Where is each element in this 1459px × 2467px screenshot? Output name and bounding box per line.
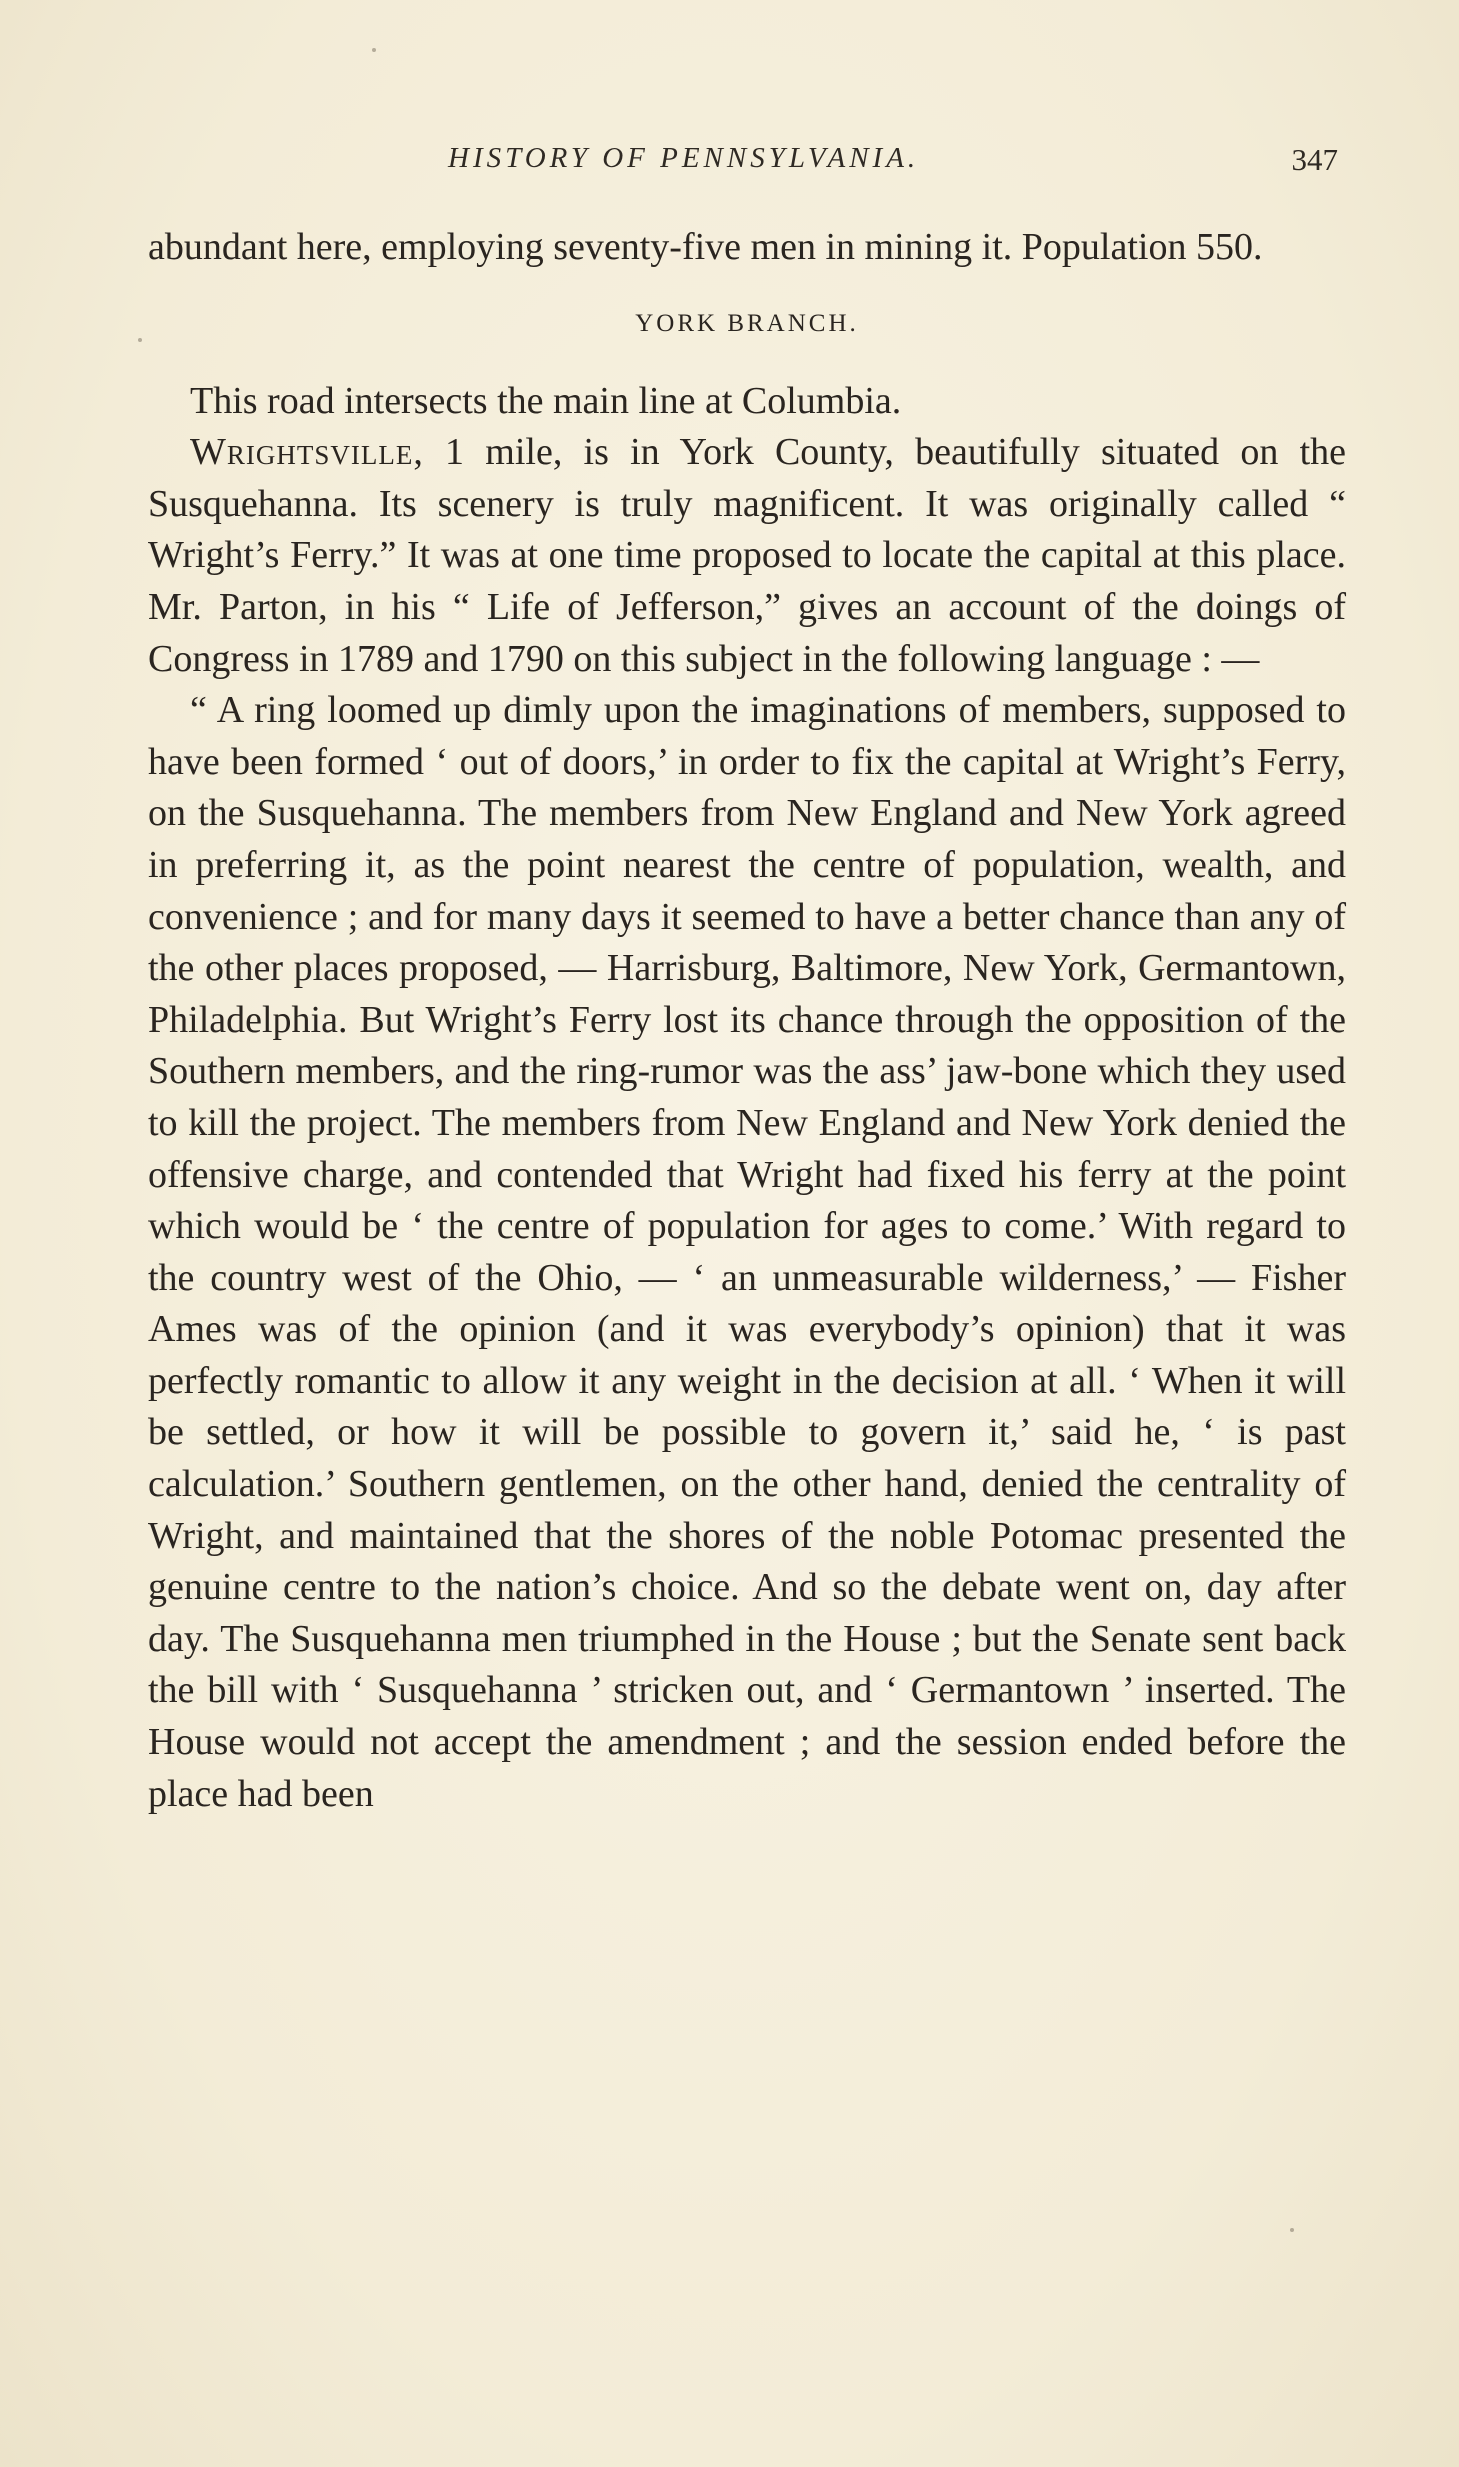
body-text: [148, 222, 1346, 1820]
section-heading: YORK BRANCH.: [635, 309, 859, 337]
paper-speck: [1290, 2228, 1294, 2232]
page-number: 347: [1291, 142, 1338, 177]
paper-speck: [138, 338, 142, 342]
paper-speck: [372, 48, 376, 52]
quote-paragraph: “ A ring loomed up dimly upon the imaginations of members, supposed to have been formed ‘ out of doors,’ in order to fix the capital at Wright’s Ferry, on the Susquehanna. The members from New England and New York agreed in preferring it, as the point nearest the centre of population, wealth, and convenience ; and for many days it seemed to have a better chance than any of the other places proposed, — Harrisburg, Baltimore, New York, Germantown, Philadelphia. But Wright’s Ferry lost its chance through the opposition of the Southern members, and the ring-rumor was the ass’ jaw-bone which they used to kill the project. The members from New England and New York denied the offensive charge, and contended that Wright had fixed his ferry at the point which would be ‘ the centre of population for ages to come.’ With regard to the country west of the Ohio, — ‘ an unmeasurable wilderness,’ — Fisher Ames was of the opinion (and it was everybody’s opinion) that it was perfectly romantic to allow it any weight in the decision at all. ‘ When it will be settled, or how it will be possible to govern it,’ said he, ‘ is past calculation.’ Southern gentlemen, on the other hand, denied the centrality of Wright, and maintained that the shores of the noble Potomac presented the genuine centre to the nation’s choice. And so the debate went on, day after day. The Susquehanna men triumphed in the House ; but the Senate sent back the bill with ‘ Susquehanna ’ stricken out, and ‘ Germantown ’ inserted. The House would not accept the amendment ; and the session ended before the place had been: [148, 689, 1346, 1815]
wrightsville-paragraph: [148, 427, 1346, 685]
wrightsville-text: 1 mile, is in York County, beautifully situated on the Susquehanna. Its scenery is truly magnificent. It was originally called “ Wright’s Ferry.” It was at one time proposed to locate the capital at this place. Mr. Parton, in his “ Life of Jefferson,” gives an account of the doings of Congress in 1789 and 1790 on this subject in the following language : —: [148, 431, 1346, 680]
page-header: [148, 142, 1338, 190]
running-title: HISTORY OF PENNSYLVANIA.: [448, 142, 920, 174]
intro-paragraph: This road intersects the main line at Columbia.: [190, 379, 902, 422]
continuation-paragraph: abundant here, employing seventy-five men in mining it. Population 550.: [148, 226, 1263, 268]
place-name: Wrightsville,: [190, 431, 424, 474]
